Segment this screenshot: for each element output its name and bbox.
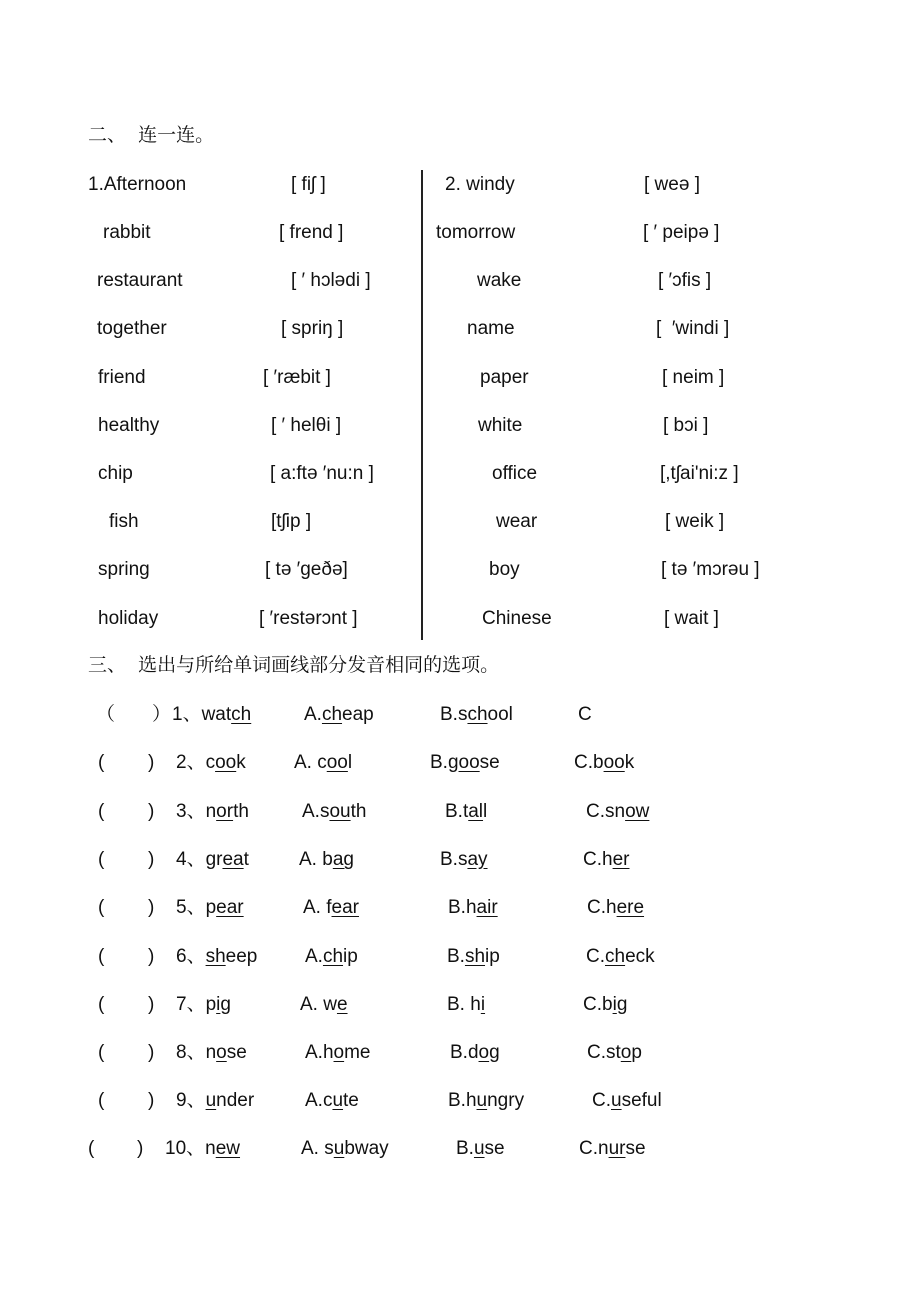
word-part: B.s bbox=[440, 704, 468, 725]
word-part: A. f bbox=[303, 897, 332, 918]
underlined-part: ow bbox=[625, 801, 650, 822]
option-b bbox=[445, 800, 487, 824]
question-word bbox=[176, 993, 231, 1017]
column-divider bbox=[421, 170, 423, 640]
option-c bbox=[587, 1041, 642, 1065]
word-part: gr bbox=[205, 849, 223, 870]
word-part: B. bbox=[456, 1138, 474, 1159]
right-word: office bbox=[492, 463, 538, 484]
question-word bbox=[176, 896, 244, 920]
right-phonetic: [ weik ] bbox=[665, 511, 725, 532]
underlined-part: ea bbox=[222, 849, 244, 870]
word-part: se bbox=[484, 1138, 505, 1159]
underlined-part: ear bbox=[331, 897, 359, 918]
underlined-part: er bbox=[612, 849, 630, 870]
option-c bbox=[583, 993, 627, 1017]
question-number: 6、 bbox=[176, 946, 206, 967]
right-phonetic: [,tʃai'ni:z ] bbox=[660, 463, 739, 484]
word-part: n bbox=[205, 801, 217, 822]
word-part: A.s bbox=[302, 801, 330, 822]
question-word bbox=[176, 1041, 247, 1065]
left-phonetic: [ ′ræbit ] bbox=[263, 367, 331, 388]
answer-blank-open: ( bbox=[98, 752, 105, 773]
question-number: 5、 bbox=[176, 897, 206, 918]
word-part: C. bbox=[592, 1090, 611, 1111]
word-part: A. c bbox=[294, 752, 327, 773]
word-part: eep bbox=[225, 946, 258, 967]
question-number: 7、 bbox=[176, 994, 206, 1015]
underlined-part: ag bbox=[332, 849, 354, 870]
word-part: ngry bbox=[487, 1090, 525, 1111]
left-word: restaurant bbox=[97, 270, 183, 291]
underlined-part: o bbox=[333, 1042, 345, 1063]
underlined-part: oo bbox=[458, 752, 480, 773]
option-c bbox=[578, 703, 592, 727]
word-part: A.c bbox=[305, 1090, 333, 1111]
question-word bbox=[176, 751, 246, 775]
answer-blank-open: ( bbox=[98, 994, 105, 1015]
word-part: C.n bbox=[579, 1138, 609, 1159]
section-3-heading: 三、 选出与所给单词画线部分发音相同的选项。 bbox=[88, 654, 500, 676]
word-part: ool bbox=[487, 704, 513, 725]
option-b bbox=[456, 1137, 505, 1161]
answer-blank-open: ( bbox=[98, 1090, 105, 1111]
word-part: C.st bbox=[587, 1042, 621, 1063]
underlined-part: oo bbox=[215, 752, 237, 773]
word-part: B.h bbox=[448, 1090, 477, 1111]
underlined-part: oo bbox=[603, 752, 625, 773]
word-part: l bbox=[347, 752, 353, 773]
right-word: 2. windy bbox=[445, 174, 515, 195]
word-part: k bbox=[236, 752, 246, 773]
word-part: th bbox=[233, 801, 249, 822]
word-part: B.s bbox=[440, 849, 468, 870]
word-part: C.h bbox=[587, 897, 617, 918]
word-part: eap bbox=[342, 704, 374, 725]
right-word: tomorrow bbox=[436, 222, 516, 243]
option-b bbox=[450, 1041, 500, 1065]
word-part: me bbox=[344, 1042, 371, 1063]
option-a bbox=[301, 1137, 389, 1161]
word-part: k bbox=[624, 752, 635, 773]
option-a bbox=[305, 945, 358, 969]
option-a bbox=[305, 1089, 359, 1113]
word-part: l bbox=[483, 801, 488, 822]
answer-blank-open: ( bbox=[98, 801, 105, 822]
right-phonetic: [ tə ′mɔrəu ] bbox=[661, 559, 760, 580]
word-part: A. w bbox=[300, 994, 337, 1015]
word-part: c bbox=[205, 752, 216, 773]
underlined-part: i bbox=[612, 994, 617, 1015]
underlined-part: ew bbox=[215, 1138, 241, 1159]
underlined-part: air bbox=[476, 897, 498, 918]
underlined-part: ch bbox=[467, 704, 488, 725]
question-number: 9、 bbox=[176, 1090, 206, 1111]
left-word: chip bbox=[98, 463, 133, 484]
word-part: g bbox=[616, 994, 628, 1015]
word-part: te bbox=[343, 1090, 359, 1111]
word-part: wat bbox=[201, 704, 232, 725]
right-word: white bbox=[478, 415, 523, 436]
answer-blank-close: ) bbox=[148, 1090, 155, 1111]
option-a bbox=[300, 993, 348, 1017]
underlined-part: oo bbox=[326, 752, 348, 773]
answer-blank-open: ( bbox=[98, 946, 105, 967]
answer-blank-close: ) bbox=[137, 1138, 144, 1159]
word-part: bway bbox=[344, 1138, 389, 1159]
underlined-part: u bbox=[473, 1138, 485, 1159]
word-part: B. bbox=[447, 946, 465, 967]
left-word: 1.Afternoon bbox=[88, 174, 187, 195]
word-part: g bbox=[489, 1042, 500, 1063]
answer-blank-open: ( bbox=[88, 1138, 95, 1159]
question-number: 3、 bbox=[176, 801, 206, 822]
answer-blank-close: ) bbox=[148, 849, 155, 870]
answer-blank-open: ( bbox=[98, 849, 105, 870]
word-part: C bbox=[578, 704, 592, 725]
right-word: Chinese bbox=[482, 608, 552, 629]
question-word bbox=[176, 848, 249, 872]
word-part: A. bbox=[304, 704, 322, 725]
question-word bbox=[172, 703, 251, 727]
word-part: C.b bbox=[574, 752, 604, 773]
underlined-part: ch bbox=[322, 946, 344, 967]
option-a bbox=[294, 751, 352, 775]
word-part: C.h bbox=[583, 849, 613, 870]
right-word: wake bbox=[477, 270, 522, 291]
word-part: th bbox=[350, 801, 367, 822]
answer-blank-close: ) bbox=[148, 994, 155, 1015]
underlined-part: ear bbox=[216, 897, 244, 918]
option-b bbox=[448, 1089, 524, 1113]
underlined-part: o bbox=[620, 1042, 632, 1063]
word-part: se bbox=[479, 752, 500, 773]
option-c bbox=[583, 848, 629, 872]
left-phonetic: [ ′restərɔnt ] bbox=[259, 608, 358, 629]
underlined-part: ch bbox=[321, 704, 343, 725]
left-word: healthy bbox=[98, 415, 160, 436]
question-number: 8、 bbox=[176, 1042, 206, 1063]
word-part: ip bbox=[343, 946, 358, 967]
underlined-part: ere bbox=[616, 897, 645, 918]
word-part: seful bbox=[621, 1090, 662, 1111]
question-word bbox=[165, 1137, 240, 1161]
underlined-part: u bbox=[205, 1090, 217, 1111]
right-phonetic: [ ′windi ] bbox=[656, 318, 730, 339]
underlined-part: u bbox=[333, 1138, 345, 1159]
left-phonetic: [ spriŋ ] bbox=[281, 318, 344, 339]
answer-blank-open: （ bbox=[96, 704, 116, 725]
option-a bbox=[303, 896, 359, 920]
option-a bbox=[304, 703, 374, 727]
option-c bbox=[586, 945, 655, 969]
right-phonetic: [ wait ] bbox=[664, 608, 719, 629]
answer-blank-close: ) bbox=[148, 946, 155, 967]
option-b bbox=[440, 848, 488, 872]
left-word: spring bbox=[98, 559, 150, 580]
option-b bbox=[440, 703, 513, 727]
option-c bbox=[579, 1137, 646, 1161]
underlined-part: u bbox=[611, 1090, 622, 1111]
word-part: p bbox=[205, 897, 217, 918]
left-word: together bbox=[97, 318, 167, 339]
word-part: ip bbox=[485, 946, 500, 967]
underlined-part: u bbox=[332, 1090, 344, 1111]
word-part: n bbox=[205, 1042, 217, 1063]
right-word: boy bbox=[489, 559, 520, 580]
question-word bbox=[176, 945, 257, 969]
word-part: t bbox=[243, 849, 249, 870]
option-c bbox=[574, 751, 634, 775]
answer-blank-close: ) bbox=[148, 897, 155, 918]
word-part: A. b bbox=[299, 849, 333, 870]
underlined-part: ou bbox=[329, 801, 351, 822]
underlined-part: ay bbox=[467, 849, 488, 870]
answer-blank-close: ) bbox=[148, 1042, 155, 1063]
word-part: A. bbox=[305, 946, 323, 967]
underlined-part: al bbox=[468, 801, 484, 822]
option-a bbox=[305, 1041, 371, 1065]
word-part: B.d bbox=[450, 1042, 479, 1063]
word-part: se bbox=[625, 1138, 646, 1159]
underlined-part: e bbox=[336, 994, 348, 1015]
word-part: eck bbox=[625, 946, 655, 967]
left-phonetic: [ tə ′geðə] bbox=[265, 559, 348, 580]
underlined-part: ur bbox=[608, 1138, 626, 1159]
option-b bbox=[447, 993, 485, 1017]
word-part: A.h bbox=[305, 1042, 334, 1063]
left-phonetic: [ ′ hɔlədi ] bbox=[291, 270, 371, 291]
question-number: 10、 bbox=[165, 1138, 206, 1159]
word-part: C.sn bbox=[586, 801, 626, 822]
word-part: p bbox=[631, 1042, 642, 1063]
option-c bbox=[586, 800, 649, 824]
question-number: 2、 bbox=[176, 752, 206, 773]
question-number: 1、 bbox=[172, 704, 202, 725]
word-part: B.g bbox=[430, 752, 459, 773]
answer-blank-close: ) bbox=[148, 801, 155, 822]
option-b bbox=[448, 896, 498, 920]
left-phonetic: [tʃip ] bbox=[271, 511, 312, 532]
left-phonetic: [ a:ftə ′nu:n ] bbox=[270, 463, 374, 484]
answer-blank-open: ( bbox=[98, 897, 105, 918]
right-word: paper bbox=[480, 367, 529, 388]
word-part: se bbox=[226, 1042, 247, 1063]
word-part: nder bbox=[216, 1090, 255, 1111]
word-part: C.b bbox=[583, 994, 613, 1015]
right-word: name bbox=[467, 318, 515, 339]
left-phonetic: [ frend ] bbox=[279, 222, 344, 243]
word-part: p bbox=[205, 994, 217, 1015]
left-phonetic: [ ′ helθi ] bbox=[271, 415, 342, 436]
word-part: g bbox=[220, 994, 231, 1015]
section-2-heading: 二、 连一连。 bbox=[88, 124, 215, 146]
question-word bbox=[176, 800, 249, 824]
word-part: n bbox=[205, 1138, 216, 1159]
answer-blank-close: ） bbox=[152, 704, 172, 725]
question-word bbox=[176, 1089, 254, 1113]
right-word: wear bbox=[496, 511, 538, 532]
underlined-part: ch bbox=[231, 704, 252, 725]
answer-blank-close: ) bbox=[148, 752, 155, 773]
word-part: B.h bbox=[448, 897, 477, 918]
word-part: A. s bbox=[301, 1138, 334, 1159]
left-word: rabbit bbox=[103, 222, 151, 243]
option-b bbox=[430, 751, 500, 775]
option-c bbox=[592, 1089, 662, 1113]
option-b bbox=[447, 945, 500, 969]
left-phonetic: [ fiʃ ] bbox=[291, 174, 326, 195]
underlined-part: u bbox=[476, 1090, 488, 1111]
right-phonetic: [ ′ peipə ] bbox=[643, 222, 720, 243]
right-phonetic: [ ′ɔfis ] bbox=[658, 270, 712, 291]
underlined-part: sh bbox=[205, 946, 226, 967]
word-part: B. h bbox=[447, 994, 481, 1015]
left-word: holiday bbox=[98, 608, 159, 629]
right-phonetic: [ bɔi ] bbox=[663, 415, 709, 436]
underlined-part: i bbox=[480, 994, 486, 1015]
underlined-part: o bbox=[216, 1042, 227, 1063]
answer-blank-open: ( bbox=[98, 1042, 105, 1063]
left-word: friend bbox=[98, 367, 146, 388]
underlined-part: sh bbox=[464, 946, 486, 967]
underlined-part: ch bbox=[605, 946, 626, 967]
word-part: C. bbox=[586, 946, 605, 967]
question-number: 4、 bbox=[176, 849, 206, 870]
word-part: B.t bbox=[445, 801, 469, 822]
right-phonetic: [ neim ] bbox=[662, 367, 725, 388]
option-a bbox=[302, 800, 366, 824]
underlined-part: i bbox=[216, 994, 221, 1015]
left-word: fish bbox=[109, 511, 139, 532]
option-c bbox=[587, 896, 644, 920]
right-phonetic: [ weə ] bbox=[644, 174, 700, 195]
underlined-part: or bbox=[216, 801, 234, 822]
option-a bbox=[299, 848, 354, 872]
underlined-part: o bbox=[478, 1042, 490, 1063]
